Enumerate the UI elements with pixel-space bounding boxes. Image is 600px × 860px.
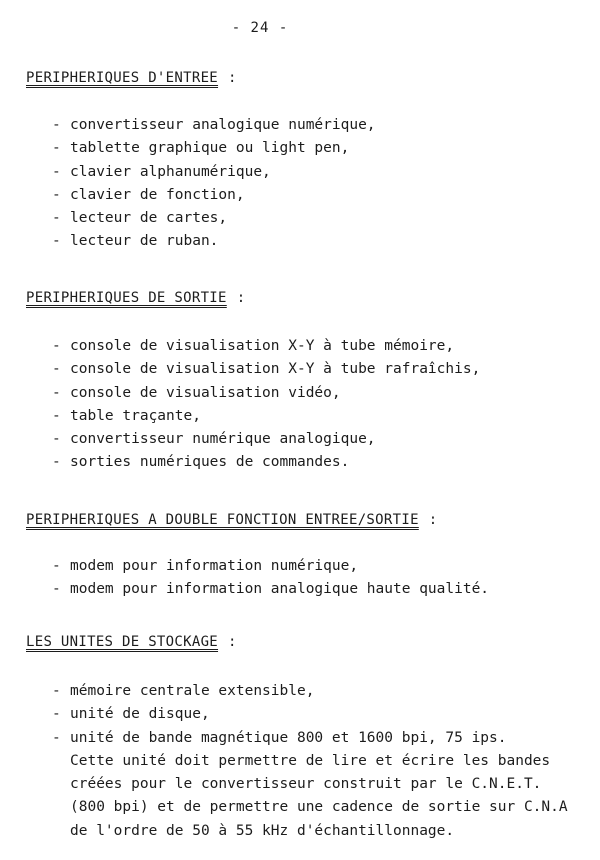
section-colon: : (228, 634, 237, 650)
list-item: - convertisseur analogique numérique, (52, 117, 376, 133)
list-item: - console de visualisation vidéo, (52, 384, 341, 401)
list-item: - console de visualisation X-Y à tube mémoire, (52, 338, 455, 354)
section-colon: : (228, 70, 237, 86)
section-title: LES UNITES DE STOCKAGE (26, 634, 219, 650)
section-heading-sortie (26, 290, 246, 306)
section-heading-stockage (26, 634, 237, 650)
section-heading-double-fonction (26, 512, 438, 528)
section-title: PERIPHERIQUES D'ENTREE (26, 70, 219, 86)
list-item: - lecteur de cartes, (52, 210, 228, 227)
section-title: PERIPHERIQUES DE SORTIE (26, 290, 227, 306)
list-item: - console de visualisation X-Y à tube rafraîchis, (52, 361, 481, 378)
list-item: - modem pour information analogique haute qualité. (52, 581, 490, 598)
list-item: - lecteur de ruban. (52, 233, 219, 250)
section-title: PERIPHERIQUES A DOUBLE FONCTION ENTREE/SORTIE (26, 512, 419, 528)
note-line: créées pour le convertisseur construit par le C.N.E.T. (70, 776, 542, 793)
list-item: - unité de bande magnétique 800 et 1600 bpi, 75 ips. (52, 729, 507, 746)
section-heading-entree (26, 70, 237, 86)
list-item: - mémoire centrale extensible, (52, 683, 315, 699)
list-item: - convertisseur numérique analogique, (52, 431, 376, 448)
list-item: - modem pour information numérique, (52, 558, 359, 574)
list-double-fonction (52, 555, 489, 602)
note-line: (800 bpi) et de permettre une cadence de sortie sur C.N.A (70, 799, 568, 816)
section-colon: : (428, 512, 438, 528)
list-item: - clavier alphanumérique, (52, 163, 271, 180)
list-item: - clavier de fonction, (52, 186, 245, 203)
list-sortie (52, 335, 480, 475)
storage-note (70, 750, 568, 843)
section-colon: : (236, 290, 246, 306)
list-entree (52, 114, 376, 254)
list-stockage (52, 680, 507, 750)
list-item: - sorties numériques de commandes. (52, 454, 350, 471)
page-number: - 24 - (231, 20, 289, 36)
note-line: Cette unité doit permettre de lire et écrire les bandes (70, 752, 551, 769)
list-item: - unité de disque, (52, 706, 210, 723)
list-item: - tablette graphique ou light pen, (52, 140, 350, 157)
list-item: - table traçante, (52, 407, 201, 424)
note-line: de l'ordre de 50 à 55 kHz d'échantillonnage. (70, 822, 455, 839)
